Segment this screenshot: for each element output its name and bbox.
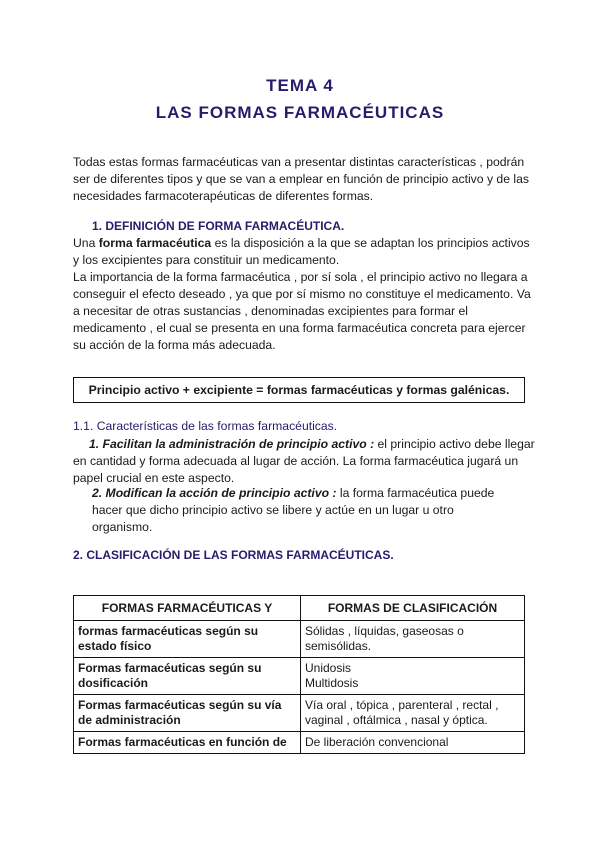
table-cell-line: Multidosis (305, 676, 359, 690)
list-item-number: 1. (89, 437, 100, 451)
subsection-heading: 1.1. Características de las formas farmacéuticas. (73, 419, 338, 433)
formula-box: Principio activo + excipiente = formas farmacéuticas y formas galénicas. (73, 377, 525, 403)
list-item-text: la forma farmacéutica puede hacer que dicho principio activo se libere y actúe en un lugar u otro organismo. (92, 486, 495, 534)
definition-paragraph (73, 235, 535, 354)
table-row (74, 695, 525, 732)
list-item (73, 436, 535, 487)
table-row (74, 732, 525, 754)
importance-paragraph: La importancia de la forma farmacéutica , por sí sola , el principio activo no llegara a conseguir el efecto deseado , ya que por sí mismo no constituye el medicamento. Va a necesitar de otras sustancias , denominadas excipientes para formar el medicamento , el cual se presenta en una forma farmacéutica concreta para ejercer su acción de la forma más adecuada. (73, 270, 531, 352)
definition-post: es la disposición a la que se adaptan los principios activos y los excipientes para constituir un medicamento. (73, 236, 530, 267)
table-cell-line: Vía oral , tópica , parenteral , rectal , vaginal , oftálmica , nasal y óptica. (305, 698, 499, 727)
table-cell-criterion: Formas farmacéuticas en función de (74, 732, 301, 754)
table-header-cell: FORMAS FARMACÉUTICAS Y (74, 596, 301, 621)
section2-heading: 2. CLASIFICACIÓN DE LAS FORMAS FARMACÉUTICAS. (73, 548, 394, 562)
table-cell-forms (301, 621, 525, 658)
table-header-row (74, 596, 525, 621)
table-cell-forms (301, 695, 525, 732)
table-cell-line: Sólidas , líquidas, gaseosas o semisólidas. (305, 624, 464, 653)
table-cell-criterion: Formas farmacéuticas según su vía de administración (74, 695, 301, 732)
list-item-number: 2. (92, 486, 103, 500)
list-item-title: Modifican la acción de principio activo : (102, 486, 337, 500)
definition-pre: Una (73, 236, 99, 250)
definition-term: forma farmacéutica (98, 236, 212, 250)
list-item-text: el principio activo debe llegar en cantidad y forma adecuada al lugar de acción. La forma farmacéutica jugará un papel crucial en este aspecto. (73, 437, 535, 485)
table-row (74, 658, 525, 695)
list-item-title: Facilitan la administración de principio activo : (99, 437, 375, 451)
table-cell-line: De liberación convencional (305, 735, 449, 749)
page-subtitle: LAS FORMAS FARMACÉUTICAS (155, 103, 445, 122)
table-cell-line: Unidosis (305, 661, 352, 675)
list-item (92, 485, 512, 536)
table-cell-forms (301, 658, 525, 695)
table-header-cell: FORMAS DE CLASIFICACIÓN (301, 596, 525, 621)
table-row (74, 621, 525, 658)
table-cell-criterion: formas farmacéuticas según su estado físico (74, 621, 301, 658)
table-cell-criterion: Formas farmacéuticas según su dosificación (74, 658, 301, 695)
page-title: TEMA 4 (266, 76, 334, 95)
section1-heading: 1. DEFINICIÓN DE FORMA FARMACÉUTICA. (92, 219, 345, 233)
classification-table (73, 595, 525, 754)
table-cell-forms (301, 732, 525, 754)
intro-paragraph: Todas estas formas farmacéuticas van a presentar distintas características , podrán ser de diferentes tipos y que se van a emplear en función de principio activo y de las necesidades farmacoterapéuticas de diferentes formas. (73, 155, 529, 203)
